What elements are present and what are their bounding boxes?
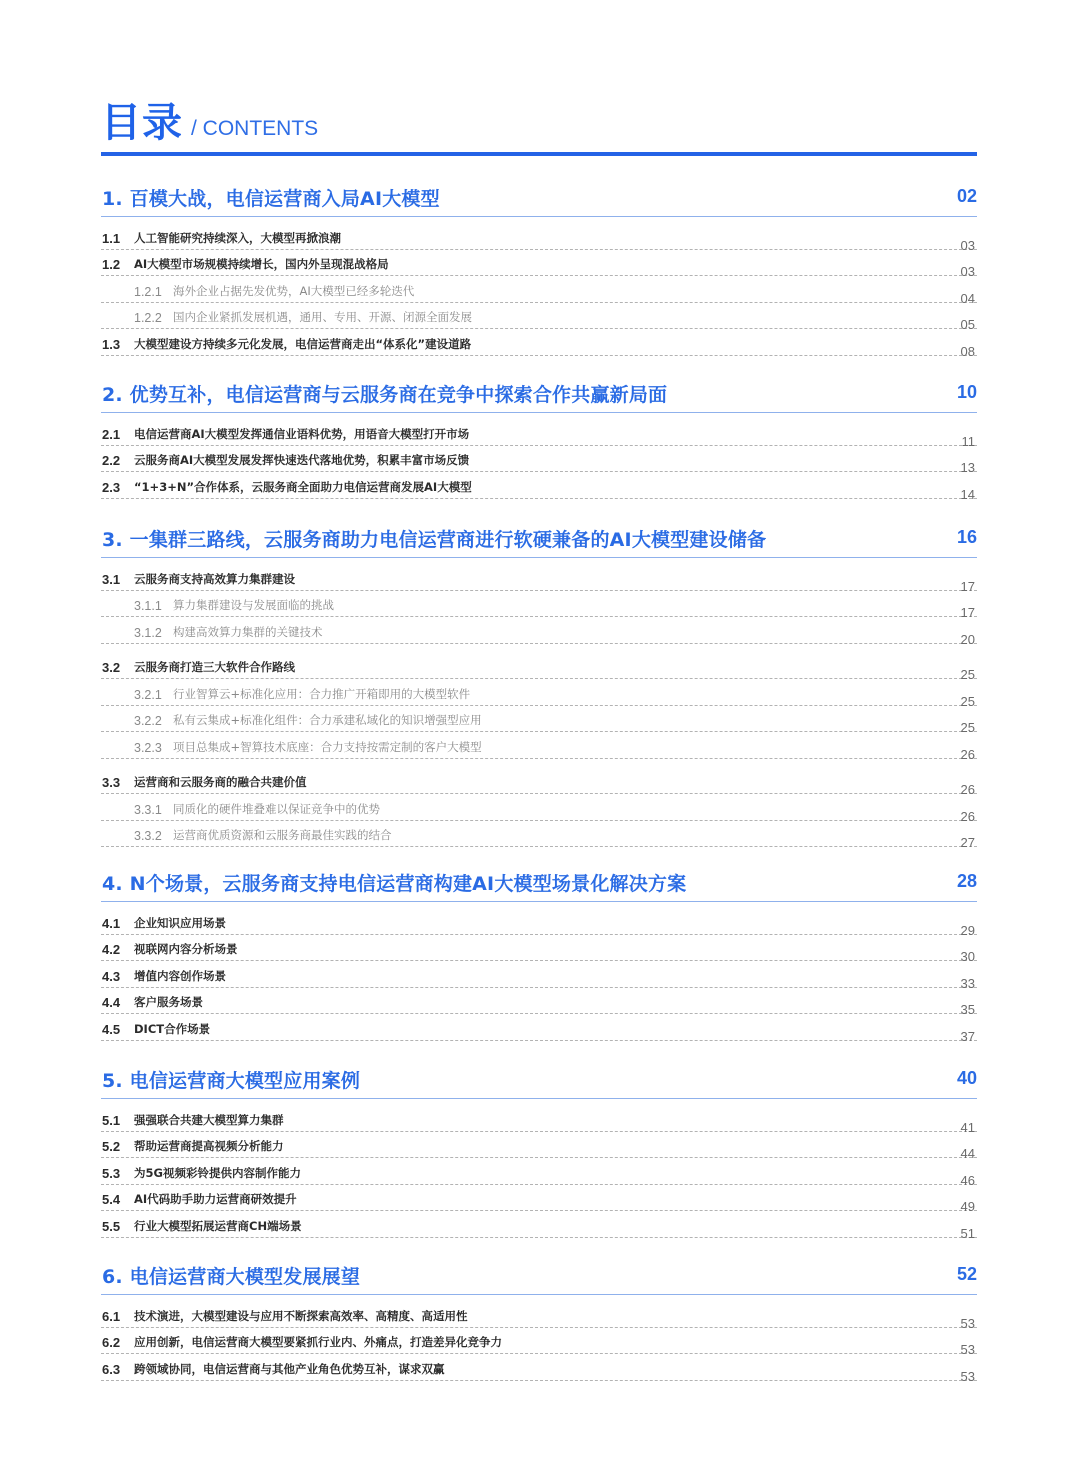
entry-page-number: 03 [960,237,975,253]
toc-entry[interactable] [101,447,977,473]
entry-number: 1.2 [102,257,121,272]
entry-number: 6.3 [102,1361,121,1377]
toc-entry[interactable] [101,1159,977,1188]
entry-page-number: 17 [960,578,975,594]
title-en: / CONTENTS [191,117,319,140]
entry-title[interactable]: 海外企业占据先发优势，AI大模型已经多轮迭代 [173,283,415,298]
entry-page-number: 49 [960,1199,975,1214]
entry-page-number: 25 [960,720,975,735]
chapter-heading[interactable] [101,863,977,902]
chapter-title[interactable]: 5. 电信运营商大模型应用案例 [102,1070,361,1092]
entry-page-number: 17 [960,605,975,620]
entry-title[interactable]: 私有云集成+标准化组件：合力承建私域化的知识增强型应用 [173,713,482,727]
entry-number: 3.2.2 [134,714,162,728]
toc-subentry[interactable] [101,592,977,618]
entry-title[interactable]: 项目总集成+智算技术底座：合力支持按需定制的客户大模型 [173,739,482,754]
page-title [101,96,318,146]
entry-number: 5.2 [102,1139,121,1154]
entry-page-number: 53 [960,1368,975,1384]
entry-number: 3.3 [102,775,121,790]
entry-number: 5.4 [102,1192,121,1207]
toc-entry[interactable] [101,224,977,253]
entry-title[interactable]: 强强联合共建大模型算力集群 [134,1112,284,1127]
toc-entry[interactable] [101,1355,977,1384]
toc-subentry[interactable] [101,618,977,647]
entry-page-number: 14 [960,486,975,502]
entry-number: 1.2.2 [134,311,162,325]
chapter-page-number: 16 [956,527,977,547]
entry-page-number: 26 [960,782,975,797]
entry-title[interactable]: 企业知识应用场景 [134,915,226,930]
entry-page-number: 44 [960,1146,975,1161]
chapter-2 [101,374,977,500]
toc-subentry[interactable] [101,277,977,306]
entry-number: 3.1 [102,571,121,587]
entry-title[interactable]: 构建高效算力集群的关键技术 [173,624,323,639]
entry-title[interactable]: 技术演进，大模型建设与应用不断探索高效率、高精度、高适用性 [134,1308,468,1323]
entry-title[interactable]: 人工智能研究持续深入，大模型再掀浪潮 [134,230,341,245]
toc-subentry[interactable] [101,822,977,848]
entry-number: 3.1.2 [134,625,162,640]
toc-entry[interactable] [101,962,977,991]
chapter-page-number: 40 [956,1068,977,1088]
entry-page-number: 26 [960,746,975,762]
toc-subentry[interactable] [101,733,977,762]
chapter-page-number: 52 [956,1264,977,1284]
toc-entry[interactable] [101,1106,977,1135]
entry-page-number: 20 [960,631,975,647]
entry-number: 3.3.1 [134,802,162,817]
toc-entry[interactable] [101,251,977,277]
chapter-3 [101,519,977,848]
entry-title[interactable]: 云服务商AI大模型发展发挥快速迭代落地优势，积累丰富市场反馈 [134,453,470,467]
toc-subentry[interactable] [101,795,977,824]
entry-title[interactable]: 国内企业紧抓发展机遇，通用、专用、开源、闭源全面发展 [173,310,472,324]
entry-page-number: 04 [960,290,975,306]
toc-entry[interactable] [101,989,977,1015]
entry-title[interactable]: AI代码助手助力运营商研效提升 [134,1192,297,1206]
title-cn: 目录 [101,100,183,146]
entry-number: 4.5 [102,1021,121,1037]
entry-page-number: 08 [960,343,975,359]
entry-title[interactable]: 行业智算云+标准化应用：合力推广开箱即用的大模型软件 [173,686,471,701]
entry-page-number: 35 [960,1002,975,1017]
entry-number: 5.1 [102,1112,121,1128]
entry-title[interactable]: 视联网内容分析场景 [134,942,238,956]
toc-entry[interactable] [101,1212,977,1241]
entry-title[interactable]: 为5G视频彩铃提供内容制作能力 [134,1165,301,1180]
chapter-page-number: 02 [956,186,977,206]
entry-number: 6.1 [102,1308,121,1324]
toc-subentry[interactable] [101,680,977,709]
entry-number: 5.3 [102,1165,121,1181]
entry-number: 4.2 [102,942,121,957]
entry-page-number: 26 [960,808,975,824]
entry-title[interactable]: AI大模型市场规模持续增长，国内外呈现混战格局 [134,257,389,271]
chapter-heading[interactable] [101,1060,977,1099]
entry-page-number: 30 [960,949,975,964]
chapter-title[interactable]: 1. 百模大战，电信运营商入局AI大模型 [102,188,440,210]
entry-title[interactable]: 同质化的硬件堆叠难以保证竞争中的优势 [173,801,380,816]
entry-title[interactable]: 运营商优质资源和云服务商最佳实践的结合 [173,828,392,842]
entry-page-number: 25 [960,693,975,709]
toc-entry[interactable] [101,654,977,680]
entry-title[interactable]: 算力集群建设与发展面临的挑战 [173,598,334,612]
entry-title[interactable]: 电信运营商AI大模型发挥通信业语料优势，用语音大模型打开市场 [134,426,470,441]
entry-title[interactable]: DICT合作场景 [134,1021,211,1036]
entry-number: 4.3 [102,968,121,984]
entry-page-number: 33 [960,975,975,991]
entry-number: 6.2 [102,1335,121,1350]
entry-number: 4.1 [102,915,121,931]
toc-entry[interactable] [101,420,977,449]
entry-number: 3.3.2 [134,829,162,843]
entry-number: 3.2.3 [134,740,162,755]
entry-page-number: 41 [960,1119,975,1135]
entry-page-number: 11 [961,433,975,449]
entry-page-number: 27 [960,835,975,850]
entry-number: 1.2.1 [134,284,162,299]
chapter-title[interactable]: 4. N个场景，云服务商支持电信运营商构建AI大模型场景化解决方案 [102,873,687,895]
toc-entry[interactable] [101,936,977,962]
chapter-heading[interactable] [101,178,977,217]
entry-page-number: 37 [960,1028,975,1044]
toc-entry[interactable] [101,330,977,359]
entry-number: 1.1 [102,230,121,246]
chapter-1 [101,178,977,357]
entry-page-number: 03 [960,264,975,279]
chapter-page-number: 10 [956,382,977,402]
chapter-5 [101,1060,977,1239]
entry-page-number: 46 [960,1172,975,1188]
entry-number: 2.2 [102,453,121,468]
toc-subentry[interactable] [101,707,977,733]
entry-title[interactable]: “1+3+N”合作体系，云服务商全面助力电信运营商发展AI大模型 [134,479,472,494]
toc-entry[interactable] [101,1015,977,1044]
toc-entry[interactable] [101,473,977,502]
entry-title[interactable]: 跨领域协同，电信运营商与其他产业角色优势互补，谋求双赢 [134,1361,445,1376]
entry-number: 5.5 [102,1218,121,1234]
chapter-heading[interactable] [101,374,977,413]
chapter-title[interactable]: 2. 优势互补，电信运营商与云服务商在竞争中探索合作共赢新局面 [102,384,668,406]
chapter-4 [101,863,977,1042]
chapter-heading[interactable] [101,1256,977,1295]
entry-page-number: 51 [960,1225,975,1241]
entry-number: 1.3 [102,336,121,352]
entry-title[interactable]: 运营商和云服务商的融合共建价值 [134,775,307,789]
chapter-page-number: 28 [956,871,977,891]
toc-entry[interactable] [101,565,977,594]
entry-number: 4.4 [102,995,121,1010]
chapter-heading[interactable] [101,519,977,558]
entry-page-number: 29 [960,922,975,938]
toc-entry[interactable] [101,1302,977,1331]
entry-number: 3.2.1 [134,687,162,702]
title-divider [101,152,977,156]
toc-subentry[interactable] [101,304,977,330]
entry-page-number: 53 [960,1342,975,1357]
entry-title[interactable]: 应用创新，电信运营商大模型要紧抓行业内、外痛点，打造差异化竞争力 [134,1335,502,1349]
entry-number: 3.2 [102,660,121,675]
chapter-title[interactable]: 3. 一集群三路线，云服务商助力电信运营商进行软硬兼备的AI大模型建设储备 [102,529,767,551]
entry-page-number: 53 [960,1315,975,1331]
entry-page-number: 25 [960,667,975,682]
entry-number: 2.1 [102,426,121,442]
toc-entry[interactable] [101,909,977,938]
toc-entry[interactable] [101,1133,977,1159]
entry-title[interactable]: 大模型建设方持续多元化发展，电信运营商走出“体系化”建设道路 [134,336,472,351]
entry-title[interactable]: 客户服务场景 [134,995,203,1009]
entry-title[interactable]: 行业大模型拓展运营商CH端场景 [134,1218,302,1233]
toc-entry[interactable] [101,769,977,795]
entry-page-number: 05 [960,317,975,332]
entry-number: 3.1.1 [134,599,162,613]
toc-entry[interactable] [101,1186,977,1212]
entry-number: 2.3 [102,479,121,495]
chapter-6 [101,1256,977,1382]
entry-page-number: 13 [960,460,975,475]
chapter-title[interactable]: 6. 电信运营商大模型发展展望 [102,1266,361,1288]
toc-entry[interactable] [101,1329,977,1355]
entry-title[interactable]: 帮助运营商提高视频分析能力 [134,1139,284,1153]
entry-title[interactable]: 增值内容创作场景 [134,968,226,983]
entry-title[interactable]: 云服务商支持高效算力集群建设 [134,571,295,586]
entry-title[interactable]: 云服务商打造三大软件合作路线 [134,660,295,674]
